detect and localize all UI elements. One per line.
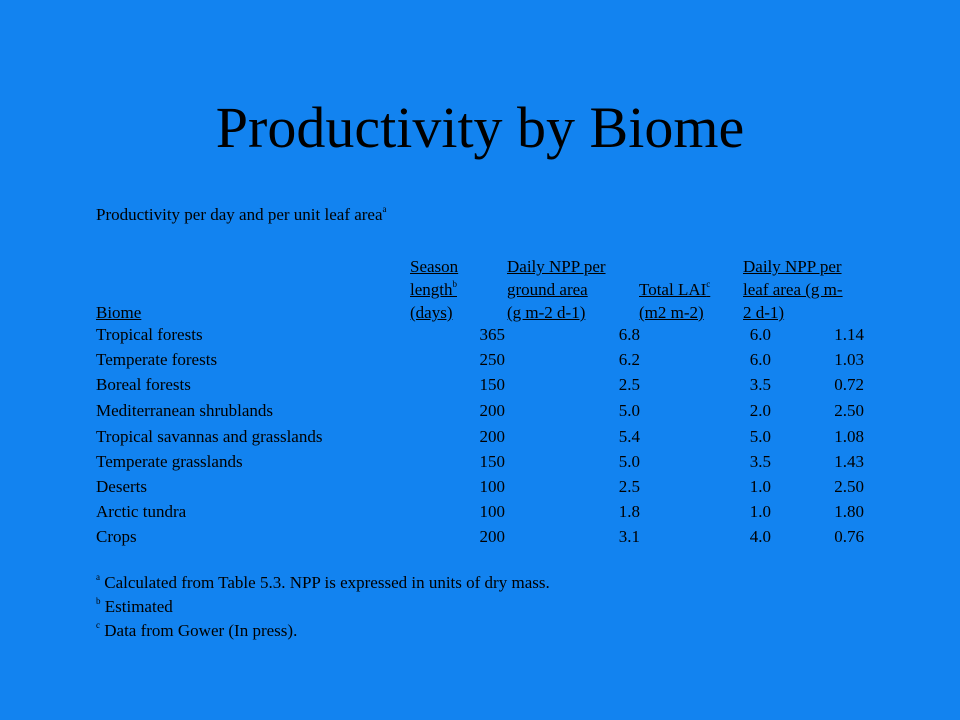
header-npp-ground-line2: ground area <box>507 280 588 299</box>
table-caption <box>96 204 387 226</box>
cell-npp-leaf: 1.43 <box>834 452 864 471</box>
header-season-sup: b <box>452 279 457 289</box>
footnote-a <box>96 572 550 594</box>
cell-npp-ground: 3.1 <box>618 527 640 546</box>
cell-npp-leaf: 0.72 <box>834 375 864 394</box>
caption-footnote-mark: a <box>382 204 387 214</box>
cell-lai: 4.0 <box>749 527 771 546</box>
header-biome: Biome <box>96 303 142 322</box>
header-season-line2-text: length <box>410 280 453 299</box>
table-row <box>0 322 960 347</box>
cell-biome: Mediterranean shrublands <box>96 401 274 420</box>
cell-lai: 6.0 <box>749 325 771 344</box>
cell-biome: Deserts <box>96 477 147 496</box>
caption-text: Productivity per day and per unit leaf area <box>96 205 383 224</box>
header-lai-line2: (m2 m-2) <box>639 303 704 322</box>
cell-npp-ground: 2.5 <box>618 375 640 394</box>
cell-npp-ground: 6.2 <box>618 350 640 369</box>
cell-season: 150 <box>479 375 505 394</box>
cell-npp-ground: 5.4 <box>618 427 640 446</box>
table-row <box>0 449 960 474</box>
footnote-c-mark: c <box>96 620 100 630</box>
cell-npp-ground: 6.8 <box>618 325 640 344</box>
cell-season: 150 <box>479 452 505 471</box>
cell-biome: Temperate grasslands <box>96 452 243 471</box>
footnote-c-text: Data from Gower (In press). <box>100 621 298 640</box>
cell-npp-leaf: 2.50 <box>834 401 864 420</box>
cell-season: 200 <box>479 527 505 546</box>
cell-lai: 3.5 <box>749 452 771 471</box>
footnote-b-mark: b <box>96 596 101 606</box>
cell-lai: 3.5 <box>749 375 771 394</box>
cell-npp-ground: 2.5 <box>618 477 640 496</box>
cell-biome: Crops <box>96 527 137 546</box>
header-npp-leaf-line3: 2 d-1) <box>743 303 785 322</box>
cell-npp-ground: 5.0 <box>618 401 640 420</box>
header-lai-text: Total LAI <box>639 280 707 299</box>
table-row <box>0 499 960 524</box>
header-npp-ground-line1: Daily NPP per <box>507 257 606 276</box>
cell-npp-ground: 1.8 <box>618 502 640 521</box>
header-season-line2 <box>410 278 457 301</box>
header-lai-sup: c <box>706 279 711 289</box>
cell-npp-leaf: 0.76 <box>834 527 864 546</box>
cell-season: 200 <box>479 401 505 420</box>
cell-lai: 1.0 <box>749 477 771 496</box>
cell-npp-leaf: 1.08 <box>834 427 864 446</box>
footnote-b-text: Estimated <box>100 597 173 616</box>
cell-biome: Temperate forests <box>96 350 218 369</box>
table-row <box>0 398 960 423</box>
cell-lai: 5.0 <box>749 427 771 446</box>
cell-biome: Tropical savannas and grasslands <box>96 427 323 446</box>
table-row <box>0 347 960 372</box>
cell-season: 365 <box>479 325 505 344</box>
header-season-line3: (days) <box>410 303 453 322</box>
cell-npp-leaf: 2.50 <box>834 477 864 496</box>
header-npp-leaf-line2: leaf area (g m- <box>743 280 843 299</box>
cell-npp-ground: 5.0 <box>618 452 640 471</box>
table-row <box>0 474 960 499</box>
cell-season: 100 <box>479 502 505 521</box>
cell-biome: Boreal forests <box>96 375 191 394</box>
header-npp-ground-line3: (g m-2 d-1) <box>507 303 586 322</box>
footnote-a-text: Calculated from Table 5.3. NPP is expressed in units of dry mass. <box>100 573 550 592</box>
cell-npp-leaf: 1.03 <box>834 350 864 369</box>
header-npp-leaf-line1: Daily NPP per <box>743 257 842 276</box>
cell-lai: 6.0 <box>749 350 771 369</box>
header-lai-line1 <box>639 278 710 301</box>
cell-npp-leaf: 1.14 <box>834 325 864 344</box>
table-row <box>0 372 960 397</box>
cell-biome: Tropical forests <box>96 325 203 344</box>
table-row <box>0 424 960 449</box>
slide-title: Productivity by Biome <box>215 95 745 160</box>
cell-biome: Arctic tundra <box>96 502 187 521</box>
footnote-a-mark: a <box>96 572 100 582</box>
cell-npp-leaf: 1.80 <box>834 502 864 521</box>
cell-season: 100 <box>479 477 505 496</box>
header-season-line1: Season <box>410 257 459 276</box>
table-row <box>0 524 960 549</box>
cell-season: 250 <box>479 350 505 369</box>
cell-season: 200 <box>479 427 505 446</box>
cell-lai: 2.0 <box>749 401 771 420</box>
footnote-b <box>96 596 173 618</box>
cell-lai: 1.0 <box>749 502 771 521</box>
footnote-c <box>96 620 297 642</box>
